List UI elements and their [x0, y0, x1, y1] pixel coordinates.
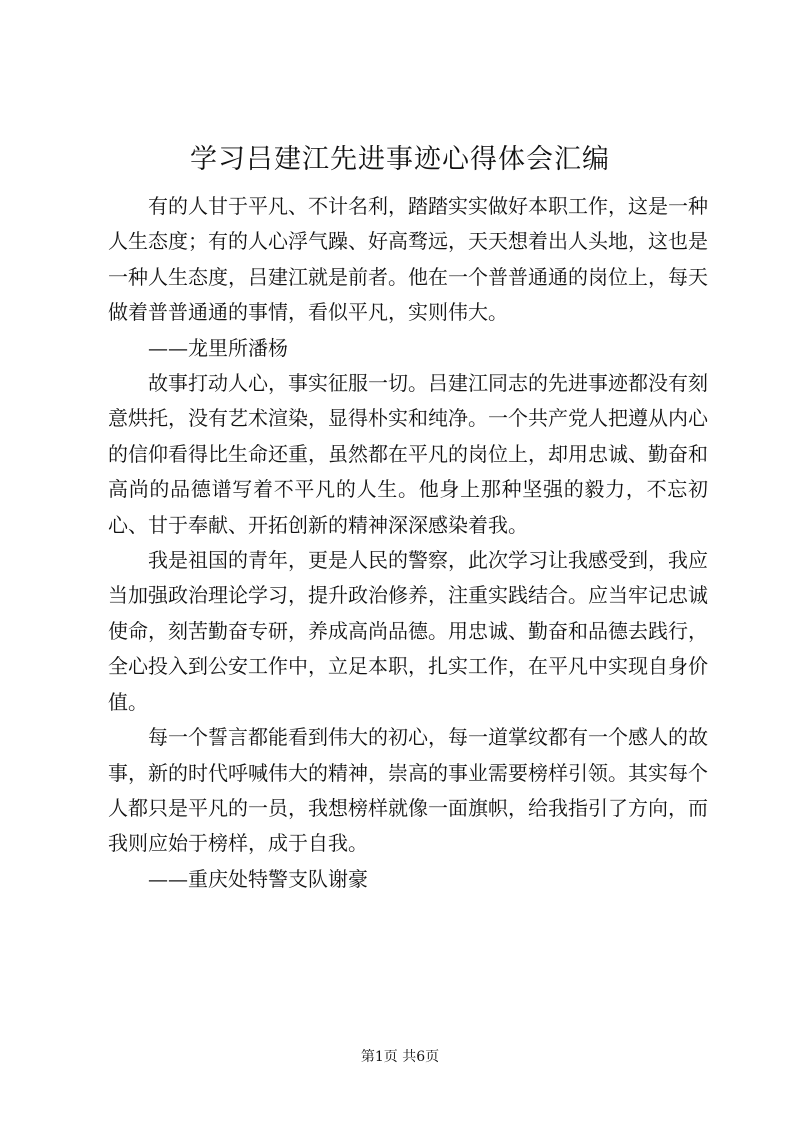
paragraph-1: 有的人甘于平凡、不计名利，踏踏实实做好本职工作，这是一种人生态度；有的人心浮气躁、好高骛远，天天想着出人头地，这也是一种人生态度，吕建江就是前者。他在一个普普通通的岗位上，每天做着普普通通的事情，看似平凡，实则伟大。 — [108, 194, 708, 325]
paragraph-4: 每一个誓言都能看到伟大的初心，每一道掌纹都有一个感人的故事，新的时代呼喊伟大的精神，崇高的事业需要榜样引领。其实每个人都只是平凡的一员，我想榜样就像一面旗帜，给我指引了方向，而我则应始于榜样，成于自我。 — [108, 725, 708, 856]
signature-1: ——龙里所潘杨 — [148, 335, 288, 360]
page-footer: 第1页 共6页 — [360, 1049, 440, 1065]
document-title: 学习吕建江先进事迹心得体会汇编 — [190, 144, 610, 175]
paragraph-3: 我是祖国的青年，更是人民的警察，此次学习让我感受到，我应当加强政治理论学习，提升政治修养，注重实践结合。应当牢记忠诚使命，刻苦勤奋专研，养成高尚品德。用忠诚、勤奋和品德去践行，全心投入到公安工作中，立足本职，扎实工作，在平凡中实现自身价值。 — [108, 548, 708, 714]
paragraph-2: 故事打动人心，事实征服一切。吕建江同志的先进事迹都没有刻意烘托，没有艺术渲染，显得朴实和纯净。一个共产党人把遵从内心的信仰看得比生命还重，虽然都在平凡的岗位上，却用忠诚、勤奋和高尚的品德谱写着不平凡的人生。他身上那种坚强的毅力，不忘初心、甘于奉献、开拓创新的精神深深感染着我。 — [108, 371, 708, 537]
document-body — [108, 189, 708, 897]
signature-2: ——重庆处特警支队谢豪 — [148, 866, 368, 891]
